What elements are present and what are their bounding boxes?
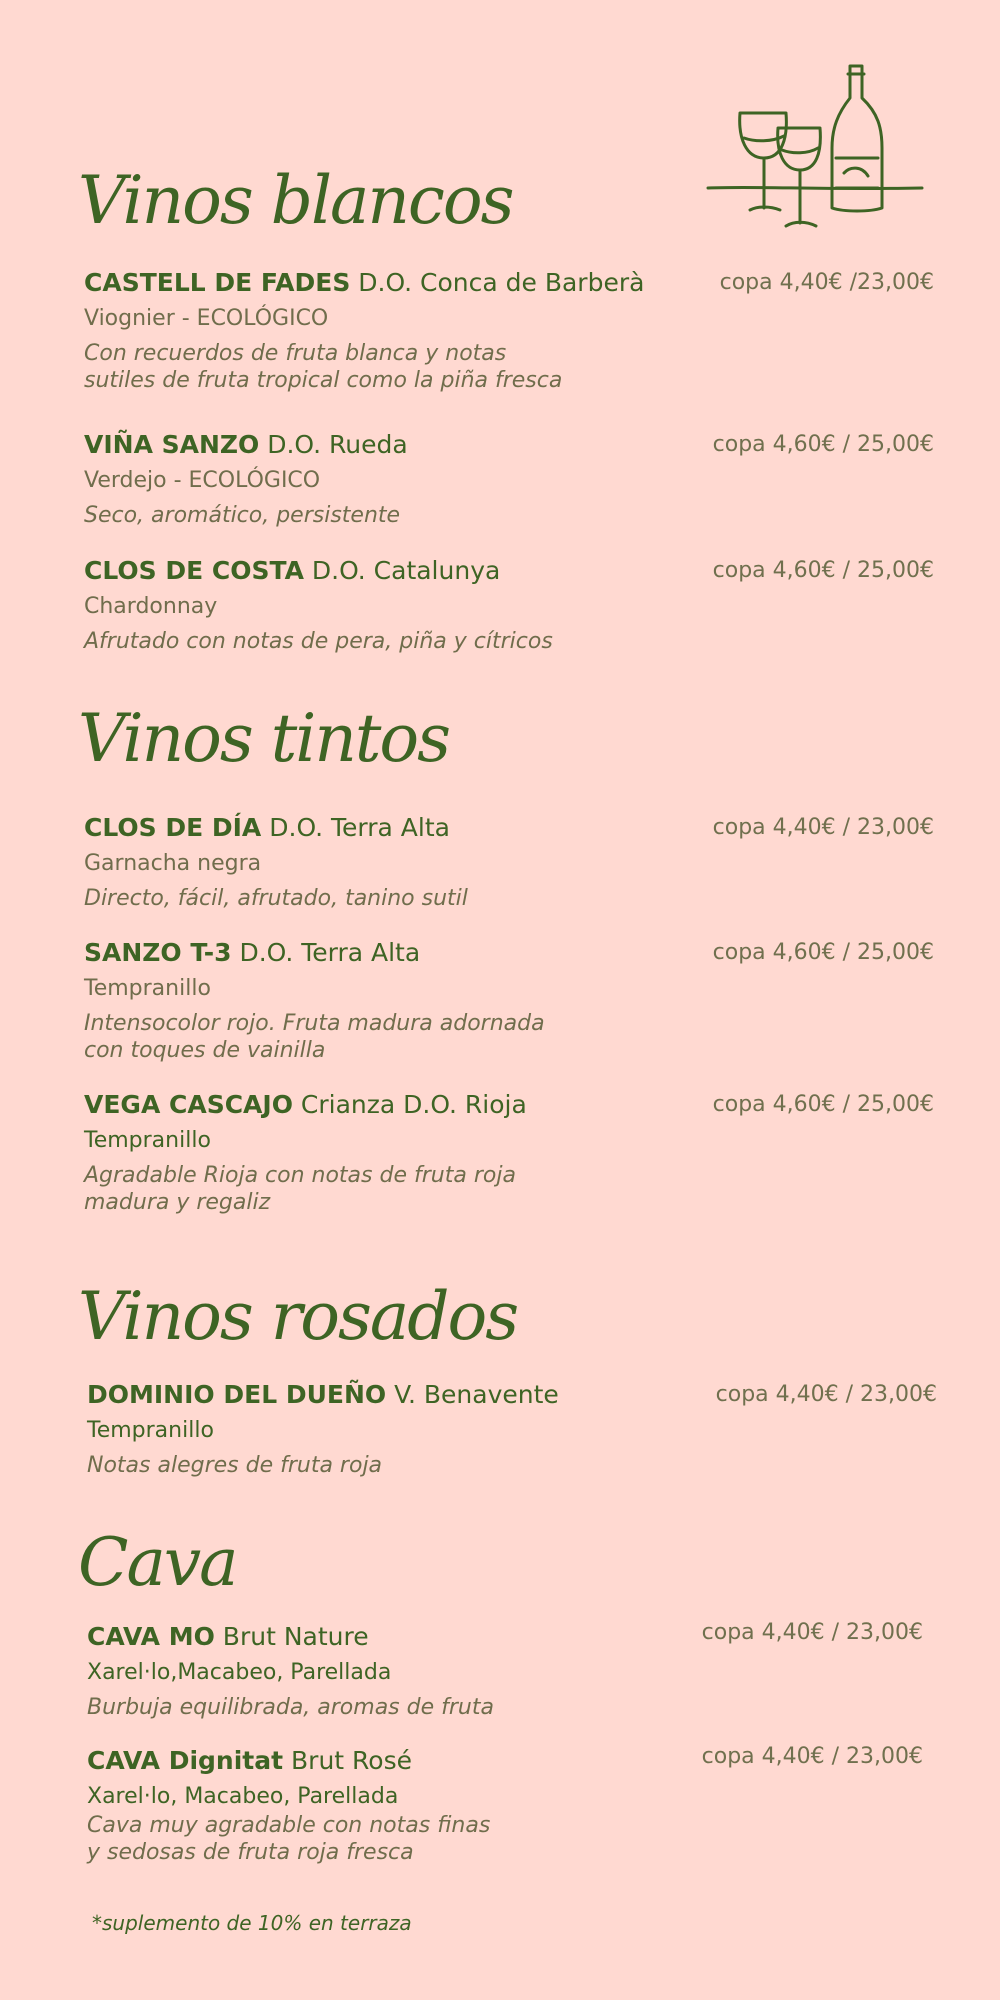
wine-origin: D.O. Terra Alta [269,813,450,842]
wine-origin: D.O. Terra Alta [239,938,421,967]
wine-price: copa 4,40€ / 23,00€ [712,815,934,840]
wine-description: Intensocolor rojo. Fruta madura adornada con toques de vainilla [84,1011,545,1063]
wine-variety: Tempranillo [87,1418,214,1443]
wine-description: Afrutado con notas de pera, piña y cítricos [84,629,553,654]
wine-variety: Viognier - ECOLÓGICO [84,306,329,331]
wine-origin: V. Benavente [394,1380,559,1409]
wine-variety: Garnacha negra [84,851,262,876]
wine-origin: D.O. Catalunya [311,556,501,585]
wine-price: copa 4,40€ / 23,00€ [701,1620,923,1645]
wine-item-sanzo-t3 [84,938,940,1064]
wine-variety: Tempranillo [84,1128,211,1153]
wine-name: DOMINIO DEL DUEÑO [87,1380,387,1409]
wine-description: Seco, aromático, persistente [84,503,401,528]
wine-origin: D.O. Rueda [267,430,408,459]
wine-description: Directo, fácil, afrutado, tanino sutil [84,886,468,911]
section-title-vinos-blancos: Vinos blancos [78,162,513,239]
wine-item-vega-cascajo [84,1090,940,1216]
wine-name: VIÑA SANZO [84,430,260,459]
footnote: *suplemento de 10% en terraza [92,1911,412,1935]
wine-item-vina-sanzo [84,430,940,529]
section-title-vinos-tintos: Vinos tintos [78,700,449,777]
wine-price: copa 4,40€ / 23,00€ [701,1744,923,1769]
wine-origin: Brut Nature [222,1622,369,1651]
wine-variety: Chardonnay [84,594,218,619]
wine-price: copa 4,60€ / 25,00€ [712,1092,934,1117]
wine-variety: Xarel·lo,Macabeo, Parellada [87,1660,392,1685]
wine-price: copa 4,40€ / 23,00€ [715,1382,937,1407]
wine-name: CLOS DE DÍA [84,813,262,842]
wine-variety: Tempranillo [84,976,211,1001]
wine-variety: Xarel·lo, Macabeo, Parellada [87,1784,399,1809]
wine-price: copa 4,60€ / 25,00€ [712,940,934,965]
wine-origin: Brut Rosé [291,1746,412,1775]
wine-price: copa 4,60€ / 25,00€ [712,558,934,583]
wine-glasses-bottle-icon [700,58,930,238]
wine-description: Con recuerdos de fruta blanca y notas sutiles de fruta tropical como la piña fresca [84,341,563,393]
wine-item-clos-de-dia [84,813,940,912]
wine-name: CAVA Dignitat [87,1746,284,1775]
wine-name: CASTELL DE FADES [84,268,351,297]
wine-name: VEGA CASCAJO [84,1090,293,1119]
wine-price: copa 4,40€ /23,00€ [719,270,934,295]
wine-item-clos-de-costa [84,556,940,655]
wine-description: Burbuja equilibrada, aromas de fruta [87,1695,494,1720]
wine-description: Agradable Rioja con notas de fruta roja madura y regaliz [84,1163,516,1215]
wine-origin: D.O. Conca de Barberà [358,268,645,297]
wine-price: copa 4,60€ / 25,00€ [712,432,934,457]
wine-name: SANZO T-3 [84,938,232,967]
wine-description: Notas alegres de fruta roja [87,1453,383,1478]
wine-origin: Crianza D.O. Rioja [300,1090,527,1119]
wine-description: Cava muy agradable con notas finas y sedosas de fruta roja fresca [87,1813,491,1865]
wine-item-cava-dignitat [87,1746,929,1866]
section-title-vinos-rosados: Vinos rosados [78,1278,518,1355]
wine-name: CLOS DE COSTA [84,556,304,585]
wine-item-castell-de-fades [84,268,940,394]
wine-name: CAVA MO [87,1622,215,1651]
wine-item-dominio-del-dueno [87,1380,943,1479]
section-title-cava: Cava [78,1524,237,1601]
wine-item-cava-mo [87,1622,929,1721]
wine-variety: Verdejo - ECOLÓGICO [84,468,321,493]
